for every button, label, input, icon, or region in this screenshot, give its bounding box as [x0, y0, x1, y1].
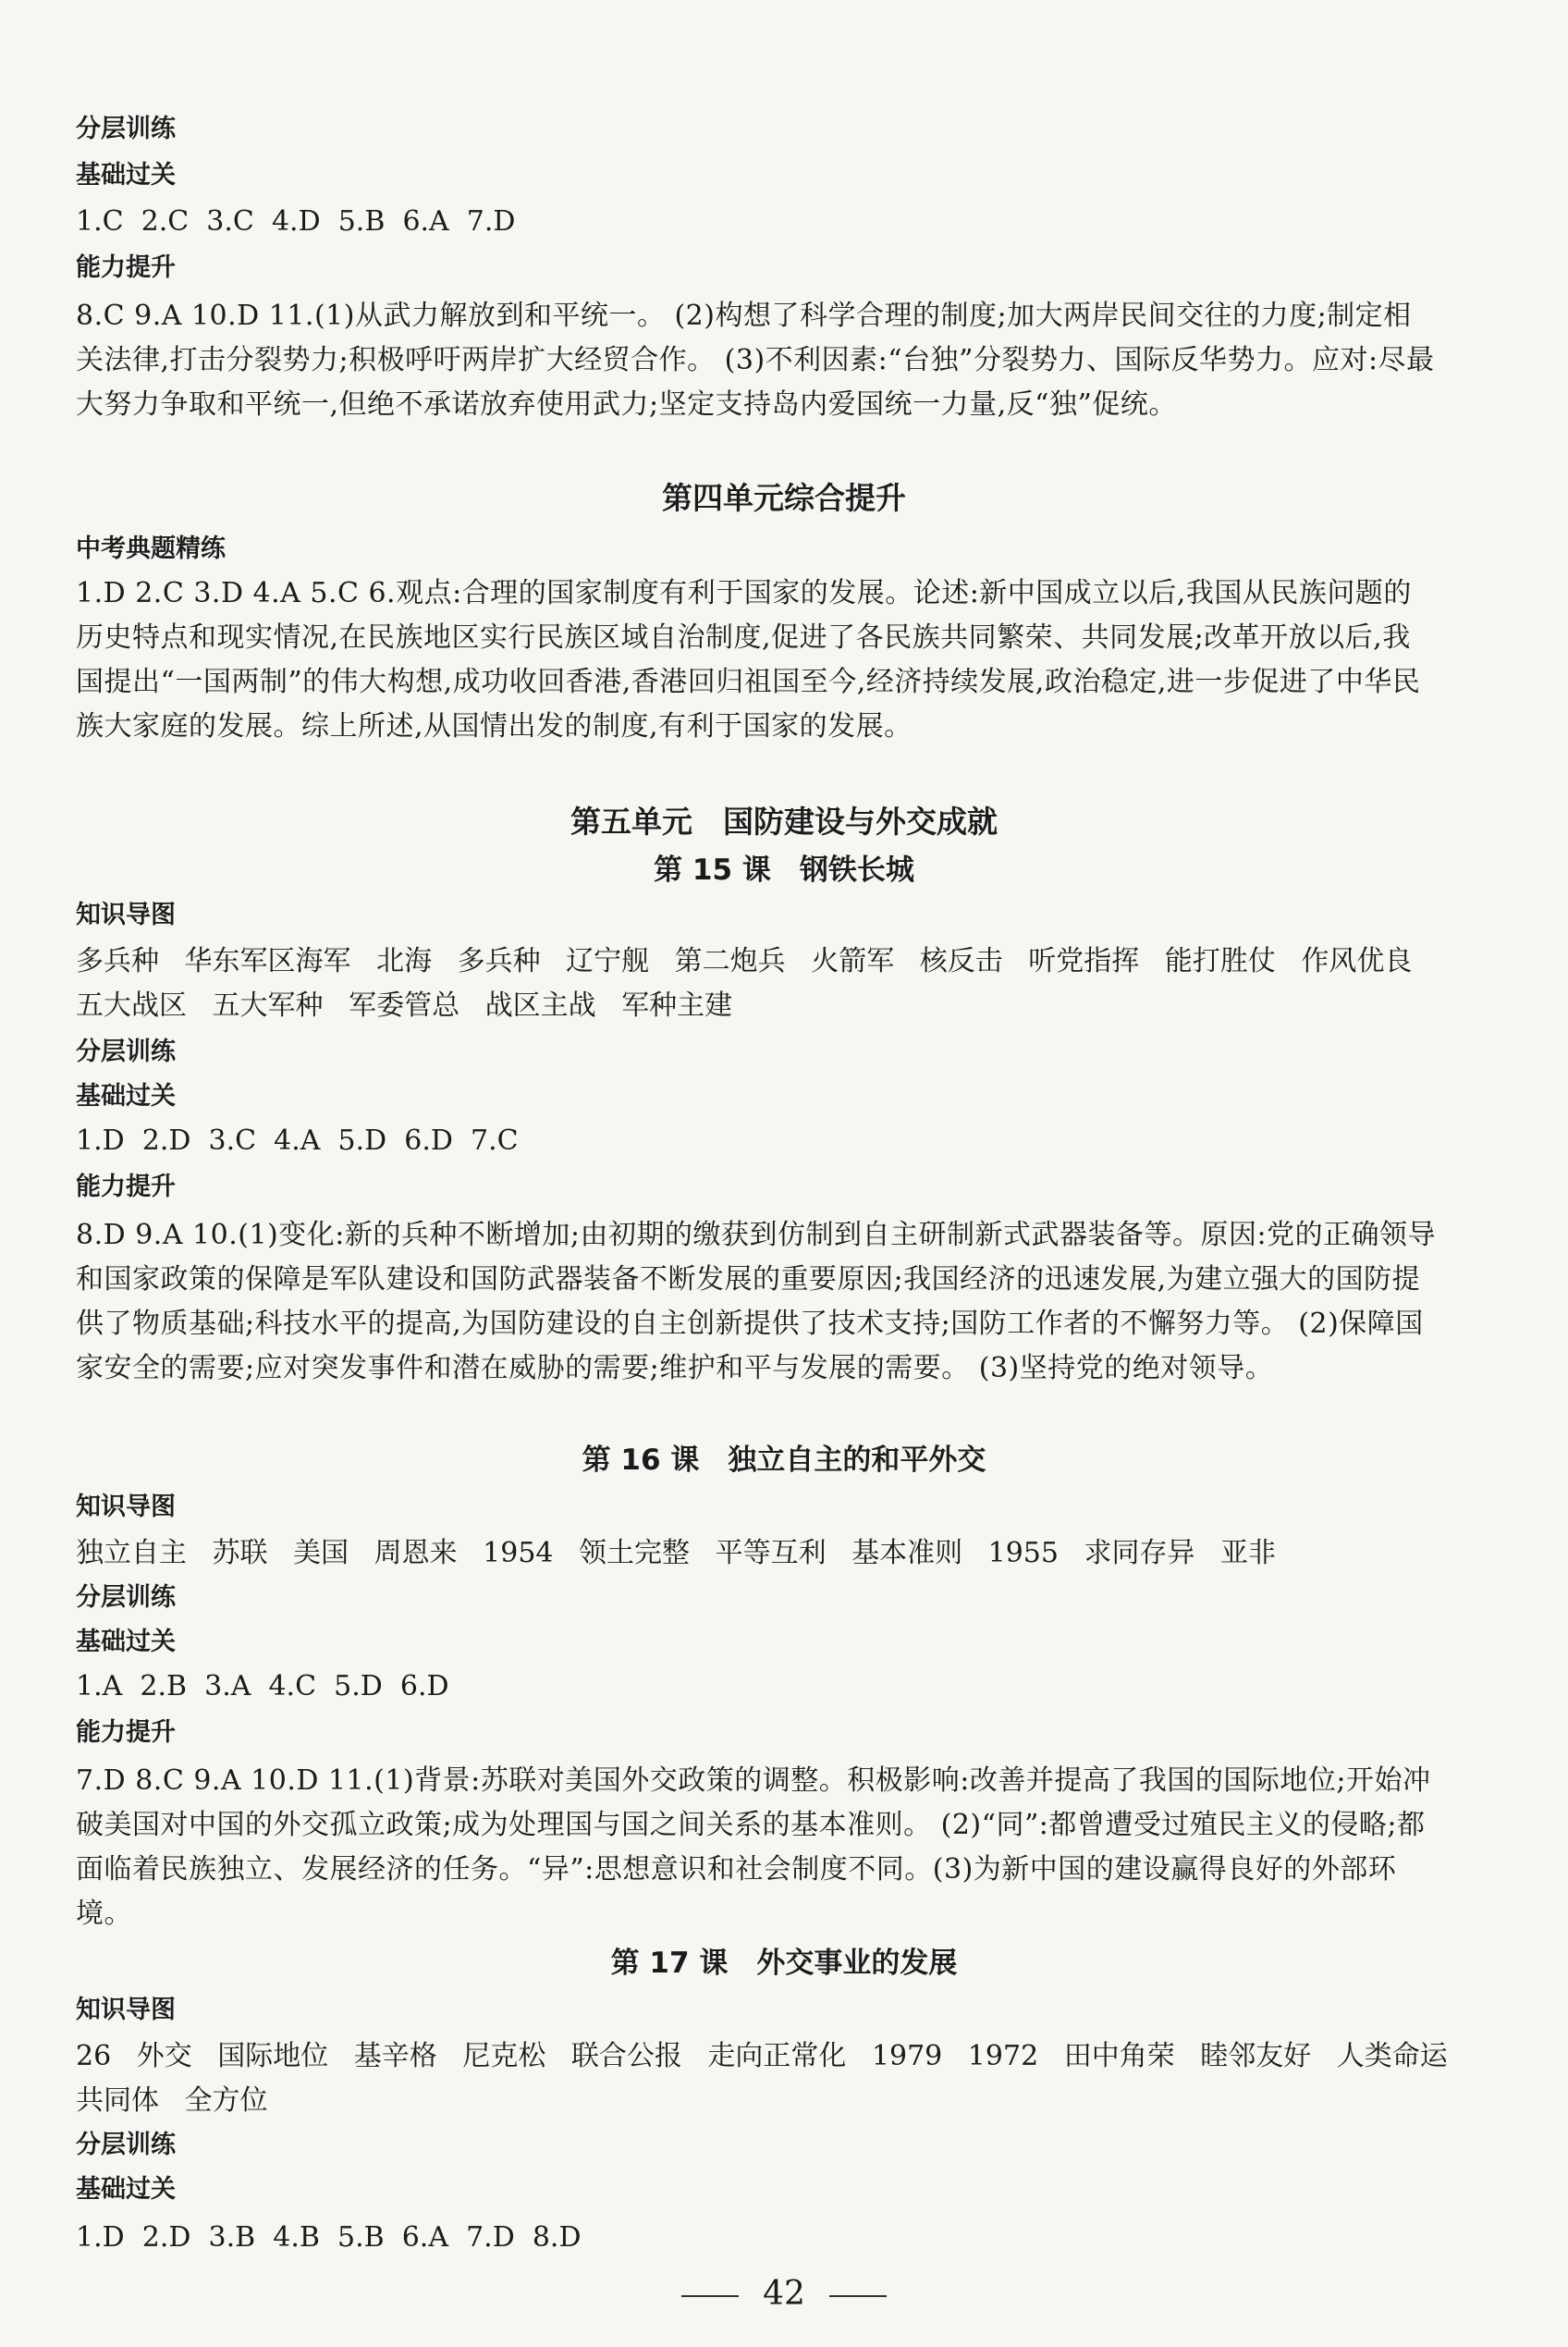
lesson17-title: 第 17 课 外交事业的发展	[610, 1947, 958, 1980]
footer-dash-left	[681, 2295, 739, 2297]
unit4-answers-paragraph: 1.D 2.C 3.D 4.A 5.C 6.观点:合理的国家制度有利于国家的发展。论述:新中国成立以后,我国从民族问题的历史特点和现实情况,在民族地区实行民族区域自治制度,促进了各民族共同繁荣、共同发展;改革开放以后,我国提出“一国两制”的伟大构想,成功收回香港,香港回归祖国至今,经济持续发展,政治稳定,进一步促进了中华民族大家庭的发展。综上所述,从国情出发的制度,有利于国家的发展。	[76, 577, 1421, 743]
lesson17-basic-answers: 1.D 2.D 3.B 4.B 5.B 6.A 7.D 8.D	[76, 2221, 582, 2254]
ability-answers-paragraph: 8.C 9.A 10.D 11.(1)从武力解放到和平统一。 (2)构想了科学合理的制度;加大两岸民间交往的力度;制定相关法律,打击分裂势力;积极呼吁两岸扩大经贸合作。 (3)不利因素:“台独”分裂势力、国际反华势力。应对:尽最大努力争取和平统一,但绝不承诺放弃使用武力;坚定支持岛内爱国统一力量,反“独”促统。	[76, 300, 1435, 421]
lesson15-label-basic: 基础过关	[76, 1082, 176, 1111]
section-label-layered-training: 分层训练	[76, 115, 176, 143]
lesson15-knowledge-words: 多兵种 华东军区海军 北海 多兵种 辽宁舰 第二炮兵 火箭军 核反击 听党指挥 能打胜仗 作风优良 五大战区 五大军种 军委管总 战区主战 军种主建	[76, 945, 1413, 1022]
lesson17-knowledge-words: 26 外交 国际地位 基辛格 尼克松 联合公报 走向正常化 1979 1972 田中角荣 睦邻友好 人类命运共同体 全方位	[76, 2040, 1448, 2117]
basic-answers: 1.C 2.C 3.C 4.D 5.B 6.A 7.D	[76, 205, 516, 238]
lesson15-ability-paragraph: 8.D 9.A 10.(1)变化:新的兵种不断增加;由初期的缴获到仿制到自主研制新式武器装备等。原因:党的正确领导和国家政策的保障是军队建设和国防武器装备不断发展的重要原因;我国经济的迅速发展,为建立强大的国防提供了物质基础;科技水平的提高,为国防建设的自主创新提供了技术支持;国防工作者的不懈努力等。 (2)保障国家安全的需要;应对突发事件和潜在威胁的需要;维护和平与发展的需要。 (3)坚持党的绝对领导。	[76, 1219, 1437, 1384]
footer-dash-right	[829, 2295, 887, 2297]
lesson16-label-ability: 能力提升	[76, 1718, 176, 1747]
lesson16-label-map: 知识导图	[76, 1493, 176, 1521]
lesson16-basic-answers: 1.A 2.B 3.A 4.C 5.D 6.D	[76, 1670, 449, 1702]
lesson15-label-training: 分层训练	[76, 1038, 176, 1066]
lesson17-label-map: 知识导图	[76, 1996, 176, 2024]
lesson16-label-basic: 基础过关	[76, 1628, 176, 1656]
lesson17-label-training: 分层训练	[76, 2131, 176, 2159]
lesson16-label-training: 分层训练	[76, 1583, 176, 1612]
section-label-exam-practice: 中考典题精练	[76, 535, 226, 563]
section-label-ability: 能力提升	[76, 253, 176, 282]
section-label-basic: 基础过关	[76, 161, 176, 190]
lesson16-title: 第 16 课 独立自主的和平外交	[582, 1444, 986, 1477]
lesson15-basic-answers: 1.D 2.D 3.C 4.A 5.D 6.D 7.C	[76, 1124, 519, 1157]
unit5-title: 第五单元 国防建设与外交成就	[570, 804, 998, 840]
unit4-title: 第四单元综合提升	[662, 480, 906, 516]
page-footer	[0, 2271, 1568, 2317]
lesson17-label-basic: 基础过关	[76, 2175, 176, 2204]
lesson15-title: 第 15 课 钢铁长城	[654, 854, 914, 887]
lesson16-knowledge-words: 独立自主 苏联 美国 周恩来 1954 领土完整 平等互利 基本准则 1955 求同存异 亚非	[76, 1537, 1277, 1569]
lesson15-label-map: 知识导图	[76, 901, 176, 929]
page-number: 42	[763, 2275, 805, 2313]
lesson15-label-ability: 能力提升	[76, 1173, 176, 1201]
lesson16-ability-paragraph: 7.D 8.C 9.A 10.D 11.(1)背景:苏联对美国外交政策的调整。积极影响:改善并提高了我国的国际地位;开始冲破美国对中国的外交孤立政策;成为处理国与国之间关系的基本准则。 (2)“同”:都曾遭受过殖民主义的侵略;都面临着民族独立、发展经济的任务。“异”:思想意识和社会制度不同。(3)为新中国的建设赢得良好的外部环境。	[76, 1764, 1431, 1930]
